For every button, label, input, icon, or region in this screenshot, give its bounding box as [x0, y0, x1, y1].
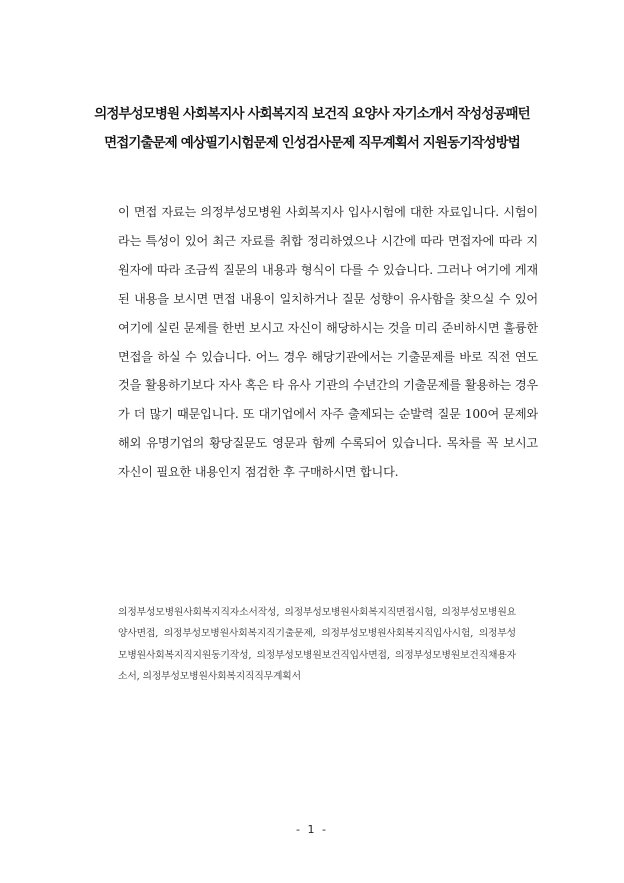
- page-number: - 1 -: [296, 823, 328, 836]
- keyword-list: 의정부성모병원사회복지직자소서작성, 의정부성모병원사회복지직면접시험, 의정부성모병원요양사면접, 의정부성모병원사회복지직기출문제, 의정부성모병원사회복지직입사시험, 의정부성모병원사회복지직지원동기작성, 의정부성모병원보건직입사면접, 의정부성모병원보건직채용자소서, 의정부성모병원사회복지직직무계획서: [118, 607, 516, 682]
- document-title-line-2: 면접기출문제 예상필기시험문제 인성검사문제 직무계획서 지원동기작성방법: [104, 135, 520, 151]
- intro-paragraph: 이 면접 자료는 의정부성모병원 사회복지사 입사시험에 대한 자료입니다. 시험이라는 특성이 있어 최근 자료를 취합 정리하였으나 시간에 따라 면접자에 따라 지원자에 따라 조금씩 질문의 내용과 형식이 다를 수 있습니다. 그러나 여기에 게재된 내용을 보시면 면접 내용이 일치하거나 질문 성향이 유사함을 찾으실 수 있어 여기에 실린 문제를 한번 보시고 자신이 해당하시는 것을 미리 준비하시면 훌륭한 면접을 하실 수 있습니다. 어느 경우 해당기관에서는 기출문제를 바로 직전 연도 것을 활용하기보다 자사 혹은 타 유사 기관의 수년간의 기출문제를 활용하는 경우가 더 많기 때문입니다. 또 대기업에서 자주 출제되는 순발력 질문 100여 문제와 해외 유명기업의 황당질문도 영문과 함께 수록되어 있습니다. 목차를 꼭 보시고 자신이 필요한 내용인지 점검한 후 구매하시면 합니다.: [118, 205, 538, 480]
- document-title-line-1: 의정부성모병원 사회복지사 사회복지직 보건직 요양사 자기소개서 작성성공패턴: [94, 106, 530, 122]
